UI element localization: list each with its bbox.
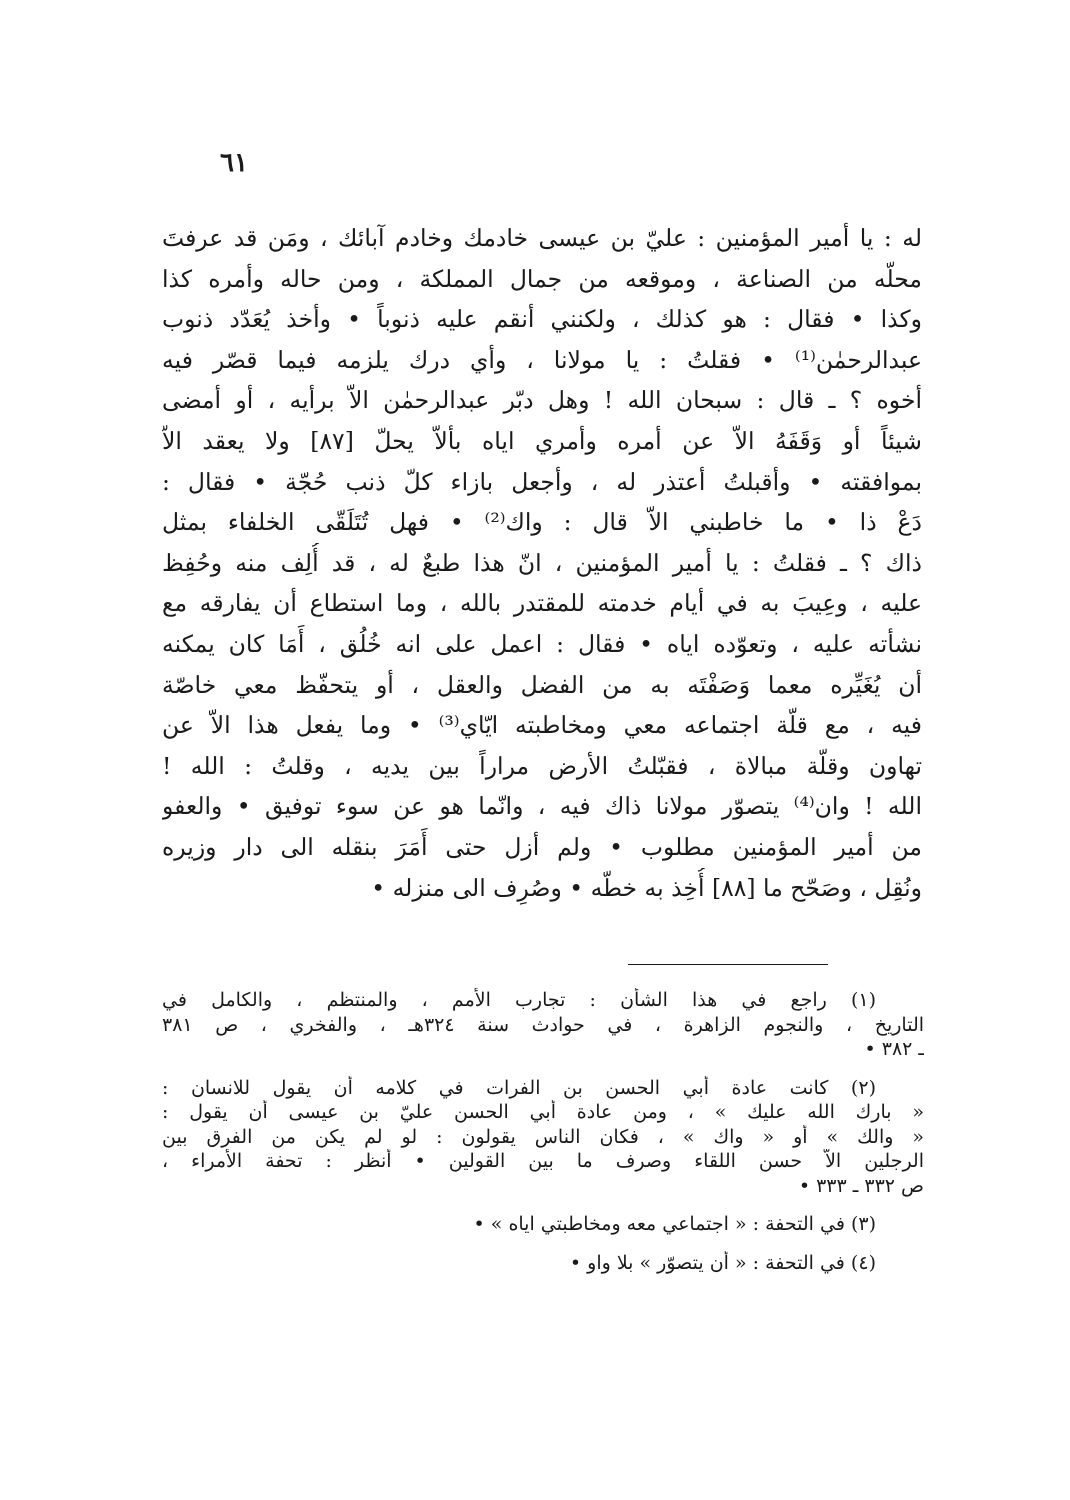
footnote-line: التاريخ ، والنجوم الزاهرة ، في حوادث سنة ٣٢٤هـ ، والفخري ، ص ٣٨١ [162,1013,924,1036]
text-line: بموافقته • وأقبلتُ أعتذر له ، وأجعل بازاء كلّ ذنب حُجّة • فقال : [162,467,922,496]
text-line: عبدالرحمٰن⁽¹⁾ • فقلتُ : يا مولانا ، وأي درك يلزمه فيما قصّر فيه [162,345,922,374]
text-line: أخوه ؟ ـ قال : سبحان الله ! وهل دبّر عبدالرحمٰن الاّ برأيه ، أو أمضى [162,386,922,415]
footnote-line: (٤) في التحفة : « أن يتصوّر » بلا واو • [569,1251,876,1274]
text-line: دَعْ ذا • ما خاطبني الاّ قال : واك⁽²⁾ • فهل تُتَلَقّى الخلفاء بمثل [162,508,922,537]
text-line: شيئاً أو وَقَفَهُ الاّ عن أمره وأمري اياه بألاّ يحلّ [٨٧] ولا يعقد الاّ [162,426,922,455]
footnote-1 [162,988,924,1062]
text-line: وكذا • فقال : هو كذلك ، ولكنني أنقم عليه ذنوباً • وأخذ يُعَدّد ذنوب [162,305,922,334]
footnote-separator [628,964,828,965]
footnote-line: (٢) كانت عادة أبي الحسن بن الفرات في كلامه أن يقول للانسان : [162,1076,876,1099]
text-line: تهاون وقلّة مبالاة ، فقبّلتُ الأرض مراراً بين يديه ، وقلتُ : الله ! [162,751,922,780]
text-line: ذاك ؟ ـ فقلتُ : يا أمير المؤمنين ، انّ هذا طبعٌ له ، قد أُلِف منه وحُفِظ [162,548,922,577]
footnote-line: ص ٣٣٢ ـ ٣٣٣ • [798,1174,924,1197]
footnote-4 [162,1251,924,1276]
text-line: الله ! وان⁽⁴⁾ يتصوّر مولانا ذاك فيه ، وانّما هو عن سوء توفيق • والعفو [162,792,922,821]
footnote-line: (١) راجع في هذا الشأن : تجارب الأمم ، والمنتظم ، والكامل في [162,989,876,1011]
text-line: عليه ، وعِيبَ به في أيام خدمته للمقتدر بالله ، وما استطاع أن يفارقه مع [162,589,922,618]
footnote-line: « والك » أو « واك » ، فكان الناس يقولون : لو لم يكن من الفرق بين [162,1125,924,1148]
text-line: ونُقِل ، وصَحّح ما [٨٨] أُخِذ به خطّه • وصُرِف الى منزله • [371,873,922,902]
text-line: أن يُغَيِّره معما وَصَفْتَه به من الفضل والعقل ، أو يتحفّظ معي خاصّة [162,670,922,699]
footnote-2 [162,1076,924,1199]
page-number: ٦١ [220,148,248,178]
footnotes [162,988,924,1289]
text-line: من أمير المؤمنين مطلوب • ولم أزل حتى أَمَرَ بنقله الى دار وزيره [162,832,922,861]
main-text [162,218,922,908]
footnote-line: الرجلين الاّ حسن اللقاء وصرف ما بين القولين • أنظر : تحفة الأمراء ، [162,1150,924,1172]
footnote-line: ـ ٣٨٢ • [864,1038,924,1060]
footnote-line: « بارك الله عليك » ، ومن عادة أبي الحسن عليّ بن عيسى أن يقول : [162,1101,924,1123]
footnote-3 [162,1212,924,1237]
text-line: محلّه من الصناعة ، وموقعه من جمال المملكة ، ومن حاله وأمره كذا [162,264,922,293]
text-line: نشأته عليه ، وتعوّده اياه • فقال : اعمل على انه خُلُق ، أَمَا كان يمكنه [162,629,922,658]
text-line: له : يا أمير المؤمنين : عليّ بن عيسى خادمك وخادم آبائك ، ومَن قد عرفتَ [162,224,922,252]
footnote-line: (٣) في التحفة : « اجتماعي معه ومخاطبتي اياه » • [473,1213,876,1235]
text-line: فيه ، مع قلّة اجتماعه معي ومخاطبته ايّاي⁽³⁾ • وما يفعل هذا الاّ عن [162,711,922,740]
